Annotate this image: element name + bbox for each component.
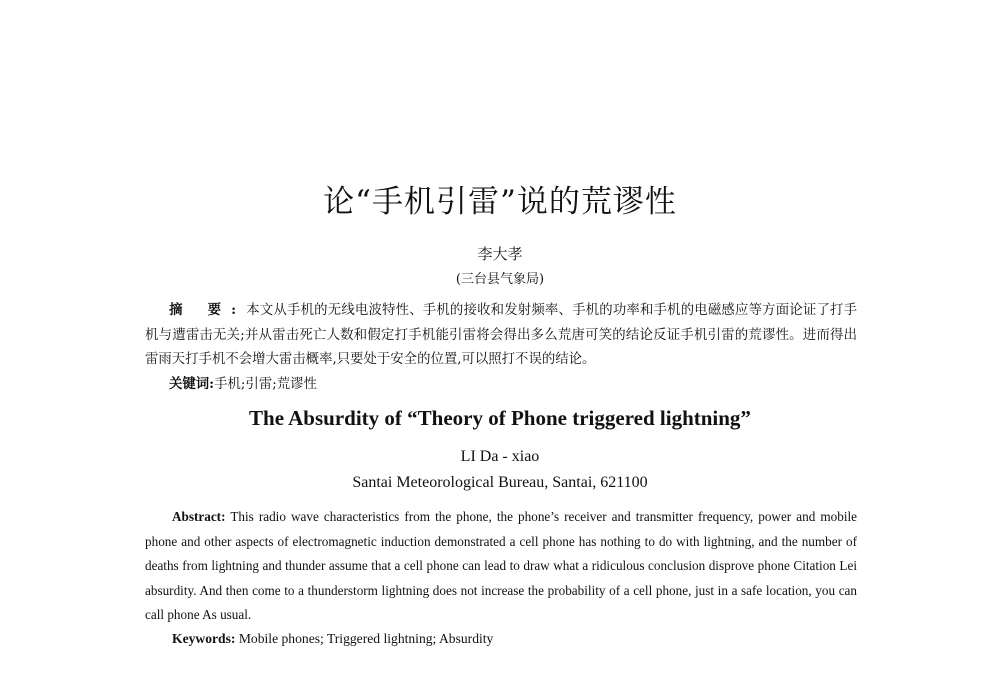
english-affiliation: Santai Meteorological Bureau, Santai, 621100 [352,474,648,491]
english-keywords-label: Keywords: [172,631,236,646]
english-abstract-text: This radio wave characteristics from the phone, the phone’s receiver and transmitter frequency, power and mobile phone and other aspects of electromagnetic induction demonstrated a cell phone has nothing to do with lightning, and the number of deaths from lightning and thunder assume that a cell phone can lead to draw what a ridiculous conclusion disprove phone Citation Lei absurdity. And then come to a thunderstorm lightning does not increase the probability of a cell phone, just in a safe location, you can call phone As usual. [145,509,858,623]
chinese-author: 李大孝 [477,245,523,263]
chinese-title: 论“手机引雷”说的荒谬性 [323,184,677,220]
chinese-affiliation: (三台县气象局) [455,272,545,287]
chinese-keywords [169,373,317,392]
english-keywords-text: Mobile phones; Triggered lightning; Absurdity [238,631,494,646]
english-abstract-label: Abstract: [172,509,226,524]
english-keywords [172,631,493,647]
chinese-abstract-text: 本文从手机的无线电波特性、手机的接收和发射频率、手机的功率和手机的电磁感应等方面论证了打手机与遭雷击无关;并从雷击死亡人数和假定打手机能引雷将会得出多么荒唐可笑的结论反证手机引雷的荒谬性。进而得出雷雨天打手机不会增大雷击概率,只要处于安全的位置,可以照打不误的结论。 [145,303,857,367]
chinese-abstract [145,298,857,373]
chinese-abstract-label: 摘 要: [169,302,247,318]
chinese-keywords-label: 关键词: [169,376,215,392]
english-abstract [145,505,857,628]
chinese-keywords-text: 手机;引雷;荒谬性 [214,377,317,392]
english-author: LI Da - xiao [460,448,540,465]
english-title: The Absurdity of “Theory of Phone triggered lightning” [249,406,751,430]
